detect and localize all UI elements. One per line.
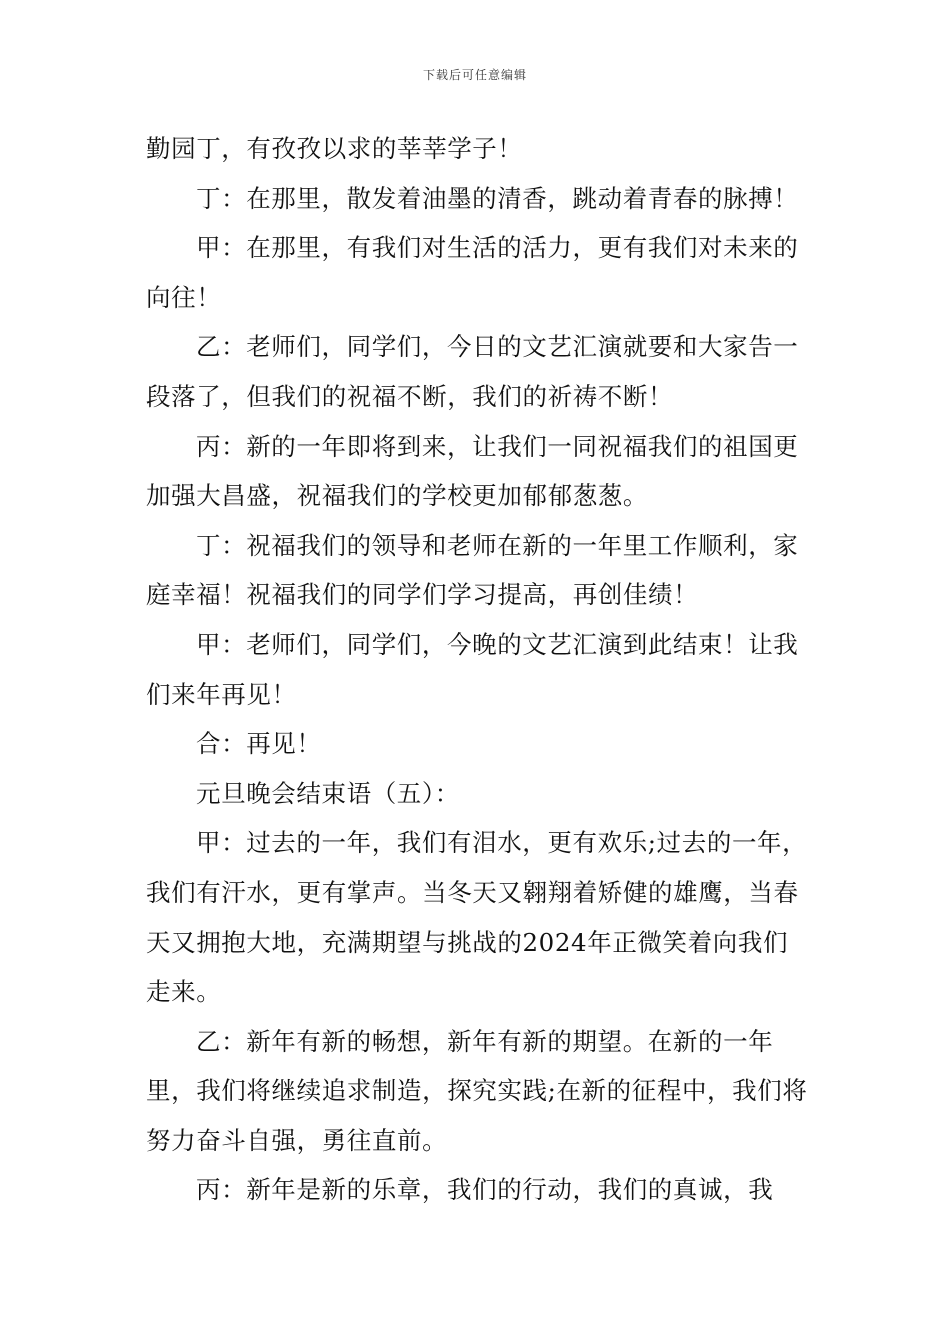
- paragraph: 乙：新年有新的畅想，新年有新的期望。在新的一年里，我们将继续追求制造，探究实践;在新的征程中，我们将努力奋斗自强，勇往直前。: [146, 1026, 808, 1155]
- paragraph: 甲：在那里，有我们对生活的活力，更有我们对未来的向往！: [146, 233, 799, 312]
- document-body: [146, 124, 810, 1215]
- section-heading: 元旦晚会结束语（五）：: [196, 778, 460, 808]
- paragraph: 勤园丁，有孜孜以求的莘莘学子！: [146, 134, 523, 163]
- paragraph: 合：再见！: [196, 729, 322, 759]
- paragraph: 丁：祝福我们的领导和老师在新的一年里工作顺利，家庭幸福！祝福我们的同学们学习提高，再创佳绩！: [146, 530, 799, 610]
- paragraph: 甲：老师们，同学们，今晚的文艺汇演到此结束！让我们来年再见！: [146, 629, 799, 709]
- paragraph: 乙：老师们，同学们，今日的文艺汇演就要和大家告一段落了，但我们的祝福不断，我们的祈祷不断！: [146, 332, 799, 411]
- paragraph: 丁：在那里，散发着油墨的清香，跳动着青春的脉搏！: [196, 183, 799, 213]
- page-header: 下载后可任意编辑: [422, 68, 527, 82]
- paragraph: 丙：新年是新的乐章，我们的行动，我们的真诚，我: [196, 1175, 774, 1205]
- paragraph: 甲：过去的一年，我们有泪水，更有欢乐;过去的一年，我们有汗水，更有掌声。当冬天又翱翔着矫健的雄鹰，当春天又拥抱大地，充满期望与挑战的2024年正微笑着向我们走来。: [146, 828, 808, 1007]
- paragraph: 丙：新的一年即将到来，让我们一同祝福我们的祖国更加强大昌盛，祝福我们的学校更加郁郁葱葱。: [146, 431, 799, 511]
